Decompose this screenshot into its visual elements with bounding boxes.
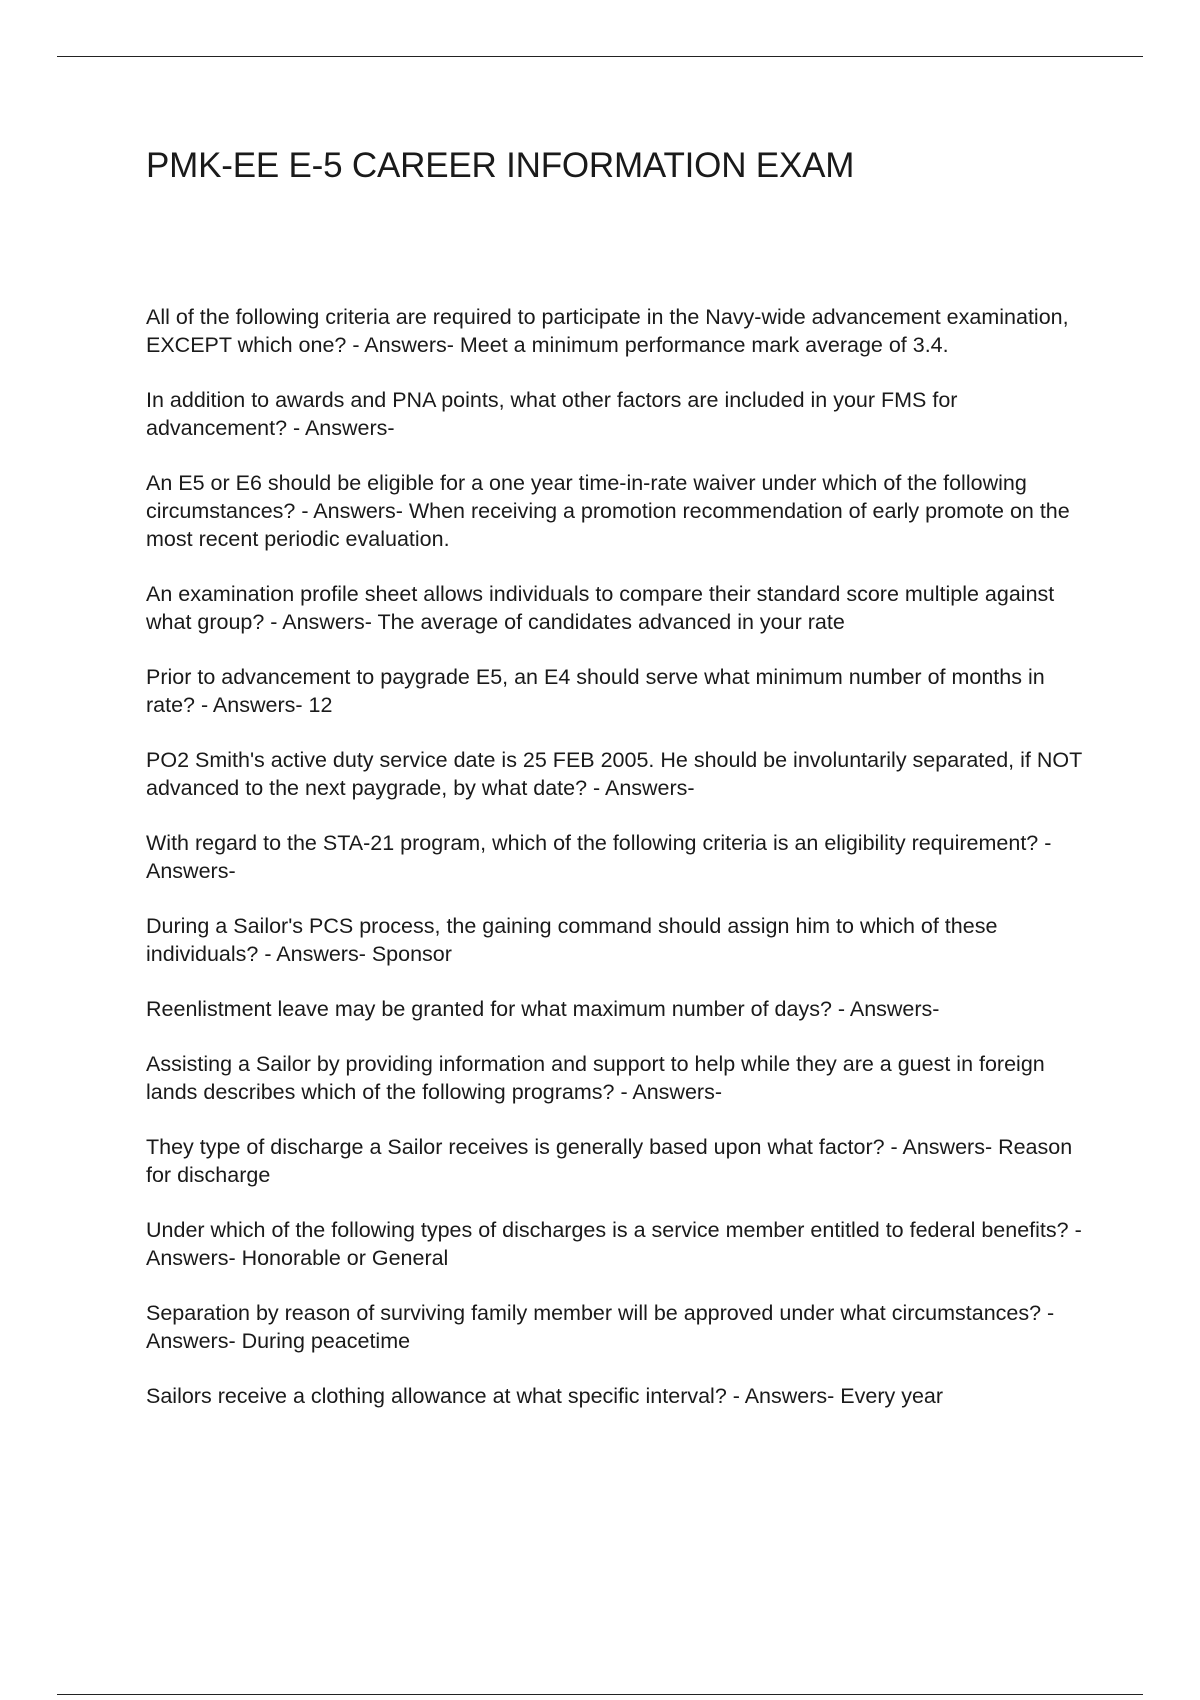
question-item: All of the following criteria are required to participate in the Navy-wide advancement examination, EXCEPT which one? - Answers- Meet a minimum performance mark average of 3.4.	[146, 305, 1069, 357]
question-item: PO2 Smith's active duty service date is 25 FEB 2005. He should be involuntarily separated, if NOT advanced to the next paygrade, by what date? - Answers-	[146, 748, 1082, 800]
question-item: In addition to awards and PNA points, what other factors are included in your FMS for advancement? - Answers-	[146, 388, 958, 440]
question-item: Prior to advancement to paygrade E5, an E4 should serve what minimum number of months in rate? - Answers- 12	[146, 665, 1045, 717]
question-item: During a Sailor's PCS process, the gaining command should assign him to which of these individuals? - Answers- Sponsor	[146, 914, 998, 966]
page-title: PMK-EE E-5 CAREER INFORMATION EXAM	[146, 146, 855, 185]
question-item: An examination profile sheet allows individuals to compare their standard score multiple against what group? - Answers- The average of candidates advanced in your rate	[146, 582, 1055, 634]
question-item: Sailors receive a clothing allowance at what specific interval? - Answers- Every year	[146, 1384, 944, 1408]
top-divider	[57, 56, 1143, 57]
question-item: With regard to the STA-21 program, which of the following criteria is an eligibility requirement? - Answers-	[146, 831, 1052, 883]
document-body	[146, 140, 1096, 1437]
question-item: Separation by reason of surviving family member will be approved under what circumstances? - Answers- During peacetime	[146, 1301, 1055, 1353]
question-item: They type of discharge a Sailor receives is generally based upon what factor? - Answers- Reason for discharge	[146, 1135, 1073, 1187]
question-item: Assisting a Sailor by providing information and support to help while they are a guest in foreign lands describes which of the following programs? - Answers-	[146, 1052, 1045, 1104]
question-list	[146, 303, 1096, 1410]
question-item: Reenlistment leave may be granted for what maximum number of days? - Answers-	[146, 997, 940, 1021]
bottom-divider	[57, 1694, 1143, 1695]
question-item: Under which of the following types of discharges is a service member entitled to federal benefits? - Answers- Honorable or General	[146, 1218, 1082, 1270]
question-item: An E5 or E6 should be eligible for a one year time-in-rate waiver under which of the following circumstances? - Answers- When receiving a promotion recommendation of early promote on the most recent periodic evaluation.	[146, 471, 1070, 551]
